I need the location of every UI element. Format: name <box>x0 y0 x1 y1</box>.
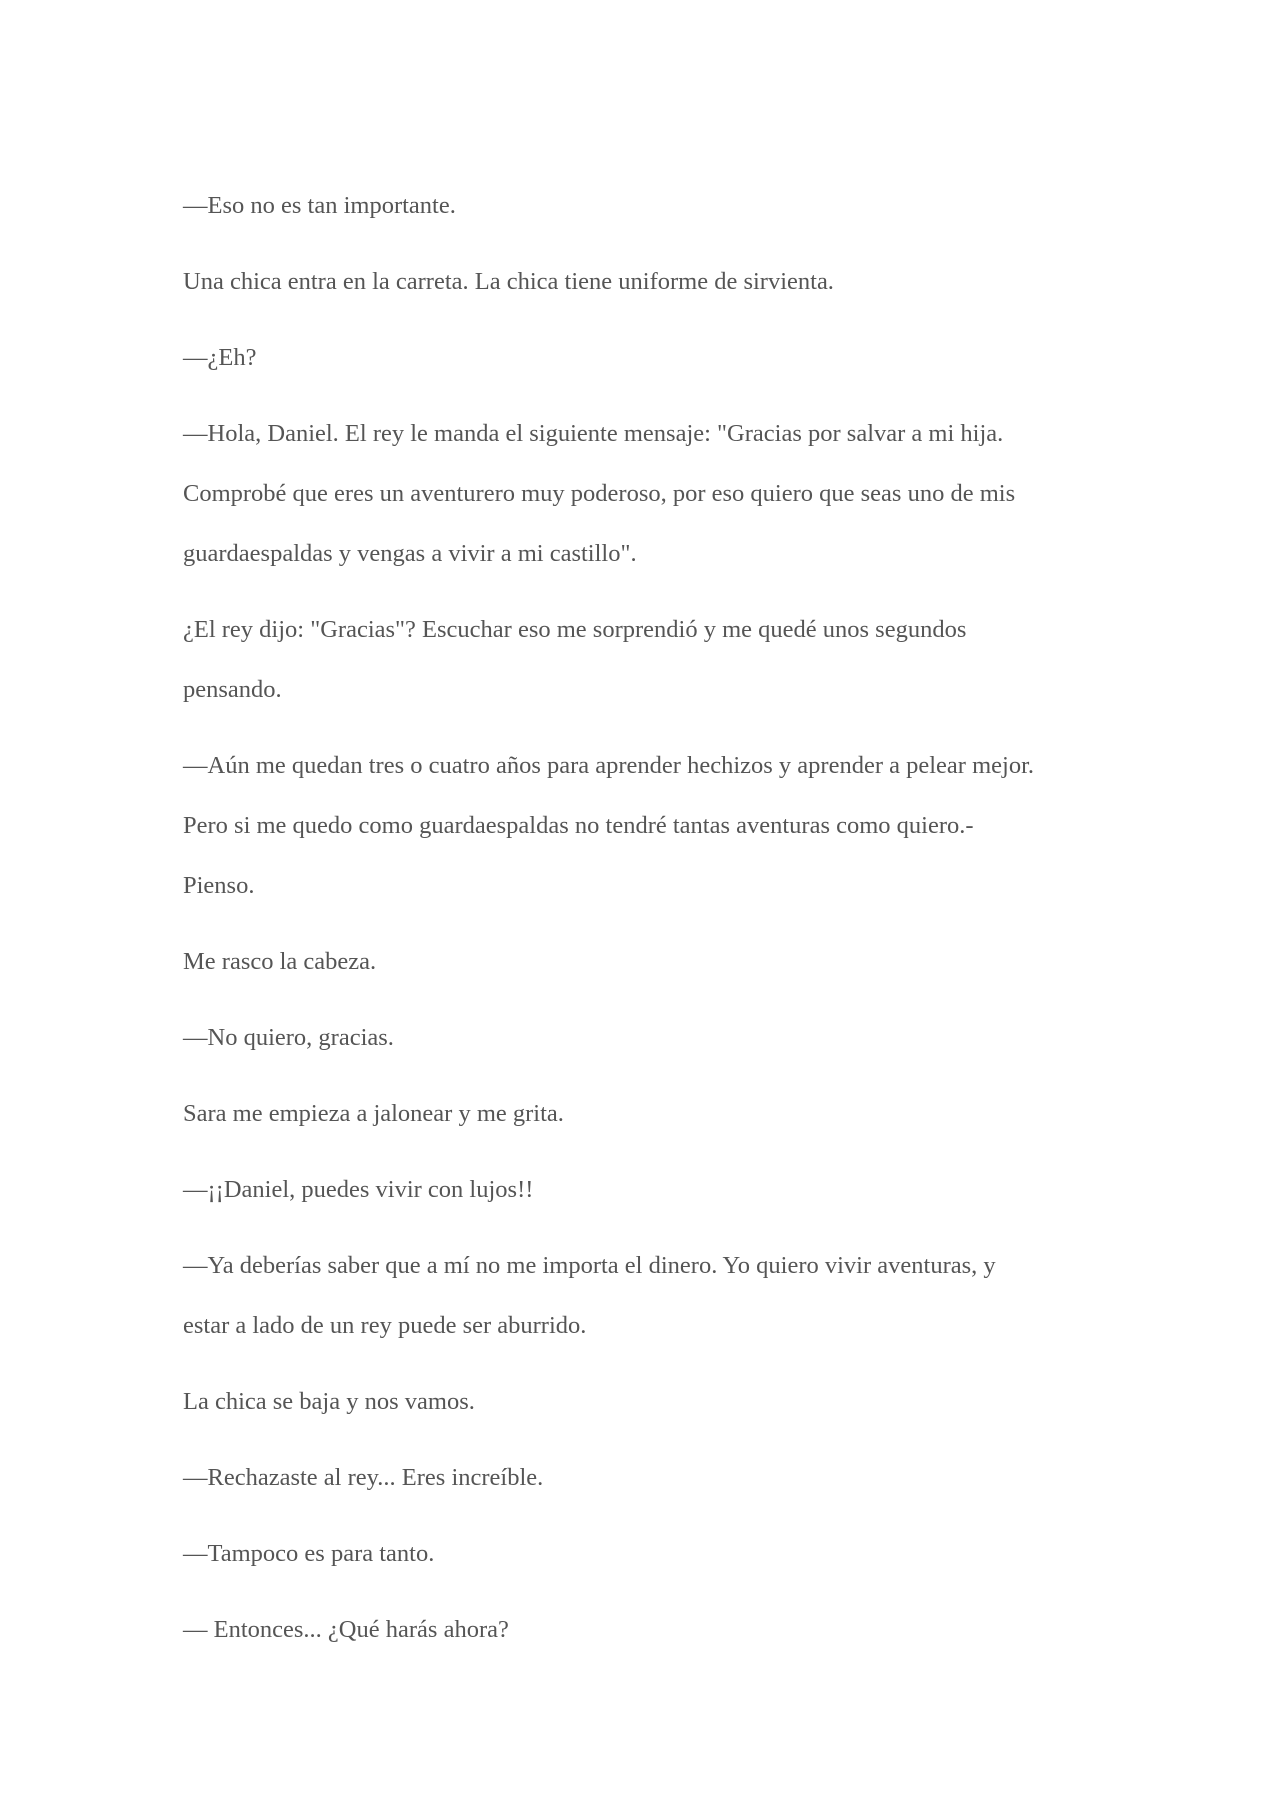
text-line: —Rechazaste al rey... Eres increíble. <box>183 1464 544 1491</box>
text-line: —¿Eh? <box>183 344 257 371</box>
text-line: —Tampoco es para tanto. <box>183 1540 435 1567</box>
paragraph <box>183 1008 1103 1068</box>
paragraph <box>183 1448 1103 1508</box>
paragraph <box>183 328 1103 388</box>
paragraph <box>183 736 1103 916</box>
paragraph <box>183 1524 1103 1584</box>
paragraph <box>183 1372 1103 1432</box>
text-line: Me rasco la cabeza. <box>183 948 377 975</box>
text-line: La chica se baja y nos vamos. <box>183 1388 475 1415</box>
text-line: estar a lado de un rey puede ser aburrido. <box>183 1312 587 1339</box>
paragraph <box>183 932 1103 992</box>
text-line: —No quiero, gracias. <box>183 1024 394 1051</box>
paragraph <box>183 1084 1103 1144</box>
document-body <box>183 176 1103 1676</box>
text-line: Sara me empieza a jalonear y me grita. <box>183 1100 564 1127</box>
paragraph <box>183 1600 1103 1660</box>
text-line: guardaespaldas y vengas a vivir a mi castillo". <box>183 540 637 567</box>
paragraph <box>183 1236 1103 1356</box>
text-line: Comprobé que eres un aventurero muy poderoso, por eso quiero que seas uno de mis <box>183 480 1016 507</box>
text-line: ¿El rey dijo: "Gracias"? Escuchar eso me sorprendió y me quedé unos segundos <box>183 616 967 643</box>
text-line: pensando. <box>183 676 282 703</box>
text-line: —Hola, Daniel. El rey le manda el siguiente mensaje: "Gracias por salvar a mi hija. <box>183 420 1004 447</box>
paragraph <box>183 252 1103 312</box>
text-line: — Entonces... ¿Qué harás ahora? <box>183 1616 509 1643</box>
text-line: —¡¡Daniel, puedes vivir con lujos!! <box>183 1176 534 1203</box>
text-line: —Eso no es tan importante. <box>183 192 456 219</box>
paragraph <box>183 404 1103 584</box>
paragraph <box>183 176 1103 236</box>
text-line: Una chica entra en la carreta. La chica tiene uniforme de sirvienta. <box>183 268 834 295</box>
text-line: Pero si me quedo como guardaespaldas no tendré tantas aventuras como quiero.- <box>183 812 974 839</box>
text-line: —Ya deberías saber que a mí no me importa el dinero. Yo quiero vivir aventuras, y <box>183 1252 996 1279</box>
text-line: Pienso. <box>183 872 255 899</box>
text-line: —Aún me quedan tres o cuatro años para aprender hechizos y aprender a pelear mejor. <box>183 752 1035 779</box>
paragraph <box>183 1160 1103 1220</box>
paragraph <box>183 600 1103 720</box>
